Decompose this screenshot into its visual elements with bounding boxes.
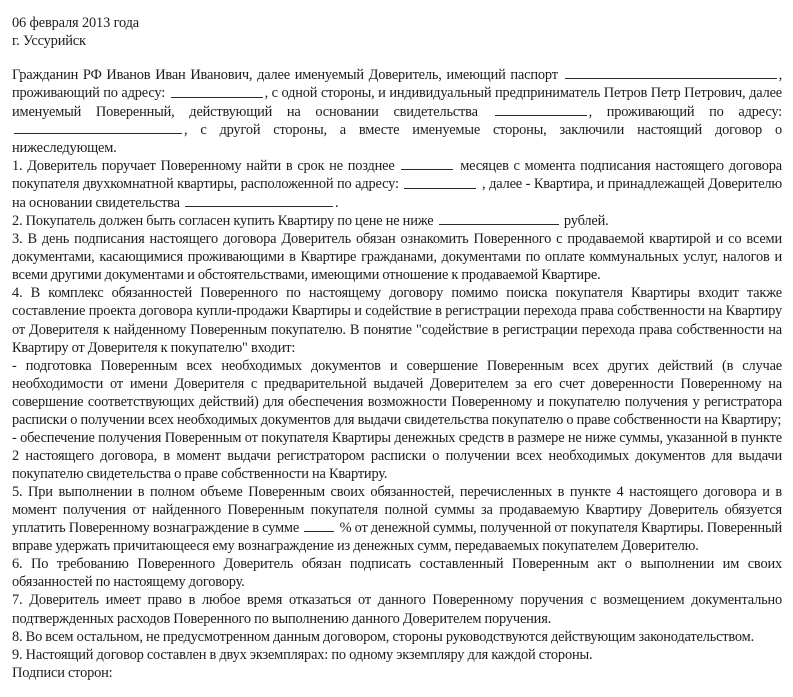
clause-4: 4. В комплекс обязанностей Поверенного по настоящему договору помимо поиска покупателя Квартиры входит также составление проекта договора купли-продажи Квартиры и содействие в регистрации перехода права собственности на Квартиру от Доверителя к найденному Поверенным покупателю. В понятие "содействие в регистрации перехода права собственности на Квартиру от Доверителя к покупателю" входит: (12, 285, 782, 356)
clause-1-segment-3: , далее - Квартира, и принадлежащей Доверителю на основании свидетельства (12, 176, 782, 211)
blank-apartment-address[interactable] (404, 175, 476, 188)
clause-2 (12, 212, 782, 230)
clause-1 (12, 157, 782, 212)
clause-8: 8. Во всем остальном, не предусмотренном данным договором, стороны руководствуются действующим законодательством. (12, 628, 755, 645)
clause-5 (12, 483, 782, 555)
signatures-label: Подписи сторон: (12, 664, 113, 681)
clause-2-segment-1: 2. Покупатель должен быть согласен купить Квартиру по цене не ниже (12, 213, 437, 230)
clause-1-segment-2: месяцев с момента подписания настоящего договора покупателя двухкомнатной квартиры, расположенной по адресу: (12, 158, 782, 193)
blank-ownership-certificate[interactable] (185, 194, 333, 207)
clause-7: 7. Доверитель имеет право в любое время отказаться от данного Поверенному поручения с возмещением документально подтвержденных расходов Поверенного по выполнению данного Доверителем поручения. (12, 592, 782, 627)
clause-5-segment-1: 5. При выполнении в полном объеме Поверенным своих обязанностей, перечисленных в пункте 4 настоящего договора и в момент получения от найденного Поверенным покупателя полной суммы за продаваемую Квартиру Доверитель обязуется уплатить Поверенному вознаграждение в сумме (12, 483, 782, 537)
clause-5-segment-2: % от денежной суммы, полученной от покупателя Квартиры. Поверенный вправе удержать причитающееся ему вознаграждение из денежных сумм, передаваемых покупателем Доверителю. (12, 520, 782, 555)
document-body (12, 66, 782, 682)
clause-1-segment-1: 1. Доверитель поручает Поверенному найти в срок не позднее (12, 158, 400, 175)
preamble-segment-2: , проживающий по адресу: (12, 67, 782, 102)
clause-4-bullet-2: - обеспечение получения Поверенным от покупателя Квартиры денежных средств в размере не ниже суммы, указанной в пункте 2 настоящего договора, в момент выдачи регистратором расписки о получении всех необходимых документов для выдачи покупателю свидетельства о праве собственности на Квартиру. (12, 429, 782, 482)
blank-fee-percent[interactable] (304, 519, 334, 532)
preamble-paragraph (12, 66, 782, 157)
header-spacer (12, 50, 782, 66)
blank-minimum-price[interactable] (439, 212, 559, 225)
preamble-segment-3: , с одной стороны, и индивидуальный предприниматель Петров Петр Петрович, далее именуемый Поверенный, действующий на основании свидетельства (12, 85, 782, 120)
preamble-segment-1: Гражданин РФ Иванов Иван Иванович, далее именуемый Доверитель, имеющий паспорт (12, 67, 563, 84)
blank-principal-address[interactable] (171, 84, 263, 97)
date-line: 06 февраля 2013 года (12, 15, 140, 31)
clause-2-segment-2: рублей. (560, 213, 609, 230)
preamble-segment-4: , проживающий по адресу: (588, 103, 782, 120)
blank-term-months[interactable] (401, 157, 453, 170)
preamble-segment-5: , с другой стороны, а вместе именуемые стороны, заключили настоящий договор о нижеследующем. (12, 122, 782, 157)
clause-3: 3. В день подписания настоящего договора Доверитель обязан ознакомить Поверенного с продаваемой квартирой и со всеми документами, касающимися проживающими в Квартире гражданами, документами по оплате коммунальных услуг, налогов и всеми другими документами и обстоятельствами, имеющими отношение к продаваемой Квартире. (12, 231, 782, 284)
clause-9: 9. Настоящий договор составлен в двух экземплярах: по одному экземпляру для каждой стороны. (12, 646, 593, 663)
clause-6: 6. По требованию Поверенного Доверитель обязан подписать составленный Поверенным акт о выполнении им своих обязанностей по настоящему договору. (12, 556, 782, 591)
blank-passport[interactable] (565, 66, 777, 79)
clause-4-bullet-1: - подготовка Поверенным всех необходимых документов и совершение Поверенным всех других действий (в случае необходимости от имени Доверителя с предварительной выдачей Доверителем за его счет доверенности Поверенному на совершение соответствующих действий) для обеспечения возможности Поверенному и покупателю получения у регистратора расписки о получении всех необходимых документов для выдачи свидетельства покупателю о праве собственности на Квартиру; (12, 357, 782, 428)
document-header (12, 14, 782, 50)
city-line: г. Уссурийск (12, 33, 86, 49)
blank-certificate[interactable] (495, 103, 587, 116)
clause-1-segment-4: . (335, 194, 339, 211)
blank-attorney-address[interactable] (14, 121, 182, 134)
